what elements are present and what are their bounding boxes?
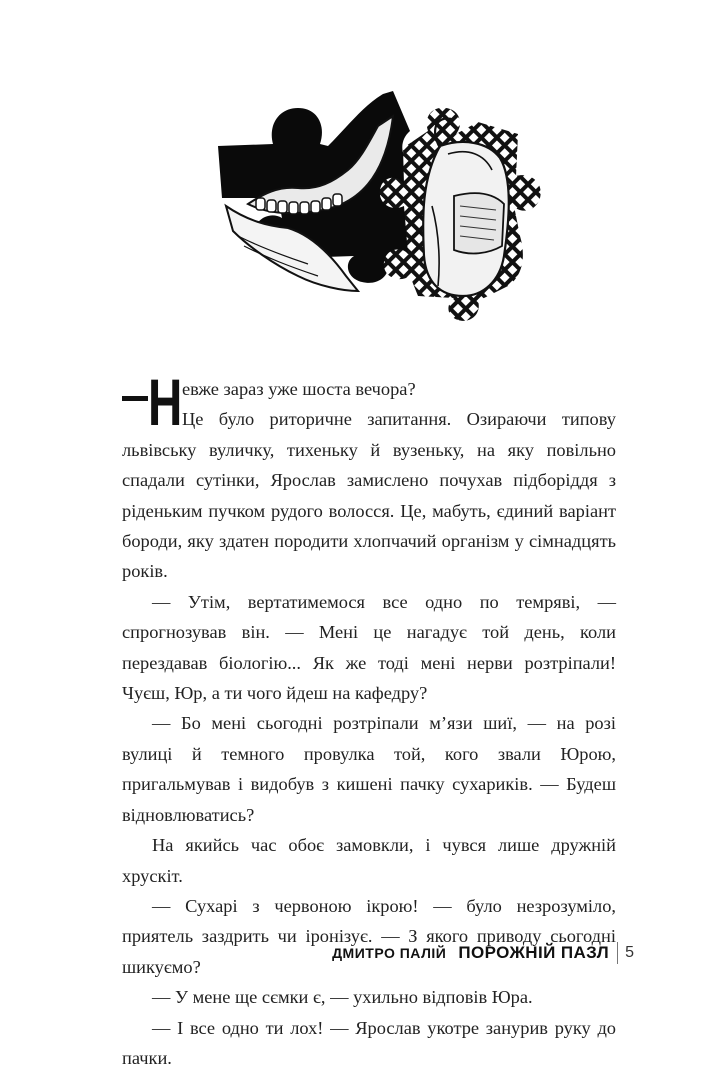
page-number: 5 bbox=[625, 944, 634, 961]
drop-cap: Н bbox=[148, 365, 183, 439]
paragraph-6: — У мене ще сємки є, — ухильно відповів Юра. bbox=[152, 987, 533, 1008]
paragraph-4: На якийсь час обоє замовкли, і чувся лише дружній хрускіт. bbox=[122, 835, 616, 886]
paragraph-7: — І все одно ти лох! — Ярослав укотре занурив руку до пачки. bbox=[122, 1017, 616, 1068]
paragraph-2: — Утім, вертатимемося все одно по темряві, — спрогнозував він. — Мені це нагадує той день, коли перездавав біологію... Як же тоді мені нерви розтріпали! Чуєш, Юр, а ти чого йдеш на кафедру? bbox=[122, 591, 616, 704]
dropcap-dash bbox=[122, 396, 148, 401]
opening-paragraph bbox=[122, 365, 616, 587]
book-title: ПОРОЖНІЙ ПАЗЛ bbox=[458, 943, 610, 962]
paragraph-3: — Бо мені сьогодні розтріпали м’язи шиї, — на розі вулиці й темного провулка той, кого звали Юрою, пригальмував і видобув з кишені пачку сухариків. — Будеш відновлюватись? bbox=[122, 713, 616, 825]
puzzle-illustration bbox=[178, 86, 558, 324]
paragraph-1: Це було риторичне запитання. Озираючи типову львівську вуличку, тихеньку й вузеньку, на яку повільно спадали сутінки, Ярослав замислено почухав підборіддя з ріденьким пучком рудого волосся. Це, мабуть, єдиний варіант бороди, яку здатен породити хлопчачий організм у сімнадцять років. bbox=[122, 409, 616, 582]
paragraph-5: — Сухарі з червоною ікрою! — було незрозуміло, приятель заздрить чи іронізує. — З якого приводу сьогодні шикуємо? bbox=[122, 895, 616, 977]
page-footer bbox=[332, 936, 634, 970]
footer-separator bbox=[617, 942, 618, 964]
first-line: евже зараз уже шоста вечора? bbox=[182, 379, 416, 399]
author-name: ДМИТРО ПАЛІЙ bbox=[332, 945, 447, 961]
